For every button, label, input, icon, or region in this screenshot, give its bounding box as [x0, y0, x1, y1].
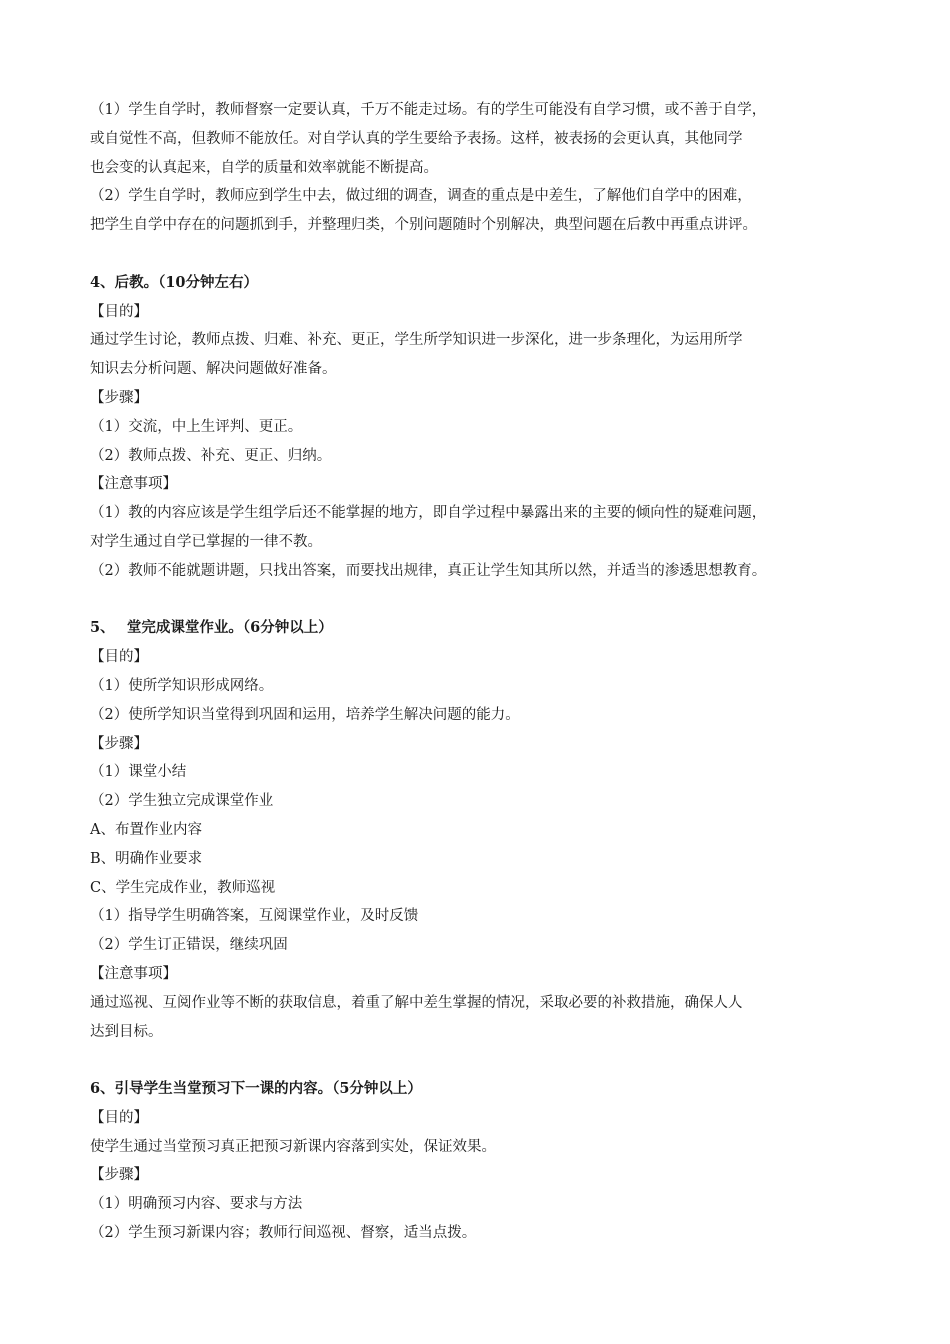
paragraph-line: （2）学生自学时，教师应到学生中去，做过细的调查，调查的重点是中差生，了解他们自学中的困难，	[90, 188, 752, 205]
subheading-purpose: 【目的】	[90, 303, 148, 320]
section-spacer	[90, 1046, 865, 1075]
section-heading: 4、后教。（10分钟左右）	[90, 273, 259, 291]
paragraph-line: 知识去分析问题、解决问题做好准备。	[90, 361, 337, 378]
list-item: （1）交流，中上生评判、更正。	[90, 418, 303, 435]
paragraph-line: 对学生通过自学已掌握的一律不教。	[90, 533, 322, 550]
section-5	[90, 614, 865, 1046]
subheading-steps: 【步骤】	[90, 735, 148, 752]
list-item: （2）教师不能就题讲题，只找出答案，而要找出规律，真正让学生知其所以然，并适当的渗透思想教育。	[90, 562, 767, 579]
list-item: C、学生完成作业，教师巡视	[90, 879, 276, 896]
list-item: （2）学生订正错误，继续巩固	[90, 937, 288, 954]
paragraph-line: 达到目标。	[90, 1023, 163, 1040]
paragraph-line: （1）学生自学时，教师督察一定要认真，千万不能走过场。有的学生可能没有自学习惯，或不善于自学，	[90, 102, 767, 118]
subheading-steps: 【步骤】	[90, 1167, 148, 1184]
paragraph-line: 通过学生讨论，教师点拨、归难、补充、更正，学生所学知识进一步深化，进一步条理化，为运用所学	[90, 332, 743, 349]
subheading-notes: 【注意事项】	[90, 965, 177, 982]
subheading-notes: 【注意事项】	[90, 476, 177, 493]
list-item: （1）明确预习内容、要求与方法	[90, 1196, 303, 1213]
section-heading: 6、引导学生当堂预习下一课的内容。（5分钟以上）	[90, 1080, 422, 1098]
section-6	[90, 1075, 865, 1248]
paragraph-line: 把学生自学中存在的问题抓到手，并整理归类，个别问题随时个别解决，典型问题在后教中再重点讲评。	[90, 217, 757, 234]
paragraph-line: 也会变的认真起来，自学的质量和效率就能不断提高。	[90, 159, 438, 176]
paragraph-line: 或自觉性不高，但教师不能放任。对自学认真的学生要给予表扬。这样，被表扬的会更认真，其他同学	[90, 130, 743, 147]
paragraph-line: 通过巡视、互阅作业等不断的获取信息，着重了解中差生掌握的情况，采取必要的补救措施，确保人人	[90, 994, 743, 1011]
section-heading: 5、 堂完成课堂作业。（6分钟以上）	[90, 619, 333, 637]
list-item: （2）学生预习新课内容；教师行间巡视、督察，适当点拨。	[90, 1225, 477, 1242]
list-item: （1）课堂小结	[90, 764, 187, 781]
section-spacer	[90, 586, 865, 615]
list-item: A、布置作业内容	[90, 821, 202, 838]
subheading-purpose: 【目的】	[90, 1109, 148, 1126]
document-page	[90, 96, 865, 1248]
paragraph-line: 使学生通过当堂预习真正把预习新课内容落到实处，保证效果。	[90, 1138, 496, 1155]
intro-block	[90, 96, 865, 240]
subheading-steps: 【步骤】	[90, 389, 148, 406]
list-item: （1）教的内容应该是学生组学后还不能掌握的地方，即自学过程中暴露出来的主要的倾向性的疑难问题，	[90, 505, 767, 522]
list-item: （2）使所学知识当堂得到巩固和运用，培养学生解决问题的能力。	[90, 706, 520, 723]
list-item: （2）教师点拨、补充、更正、归纳。	[90, 447, 332, 464]
subheading-purpose: 【目的】	[90, 649, 148, 666]
list-item: B、明确作业要求	[90, 850, 203, 867]
list-item: （1）指导学生明确答案，互阅课堂作业，及时反馈	[90, 908, 419, 925]
list-item: （1）使所学知识形成网络。	[90, 677, 274, 694]
section-spacer	[90, 240, 865, 269]
section-4	[90, 269, 865, 586]
list-item: （2）学生独立完成课堂作业	[90, 793, 274, 810]
